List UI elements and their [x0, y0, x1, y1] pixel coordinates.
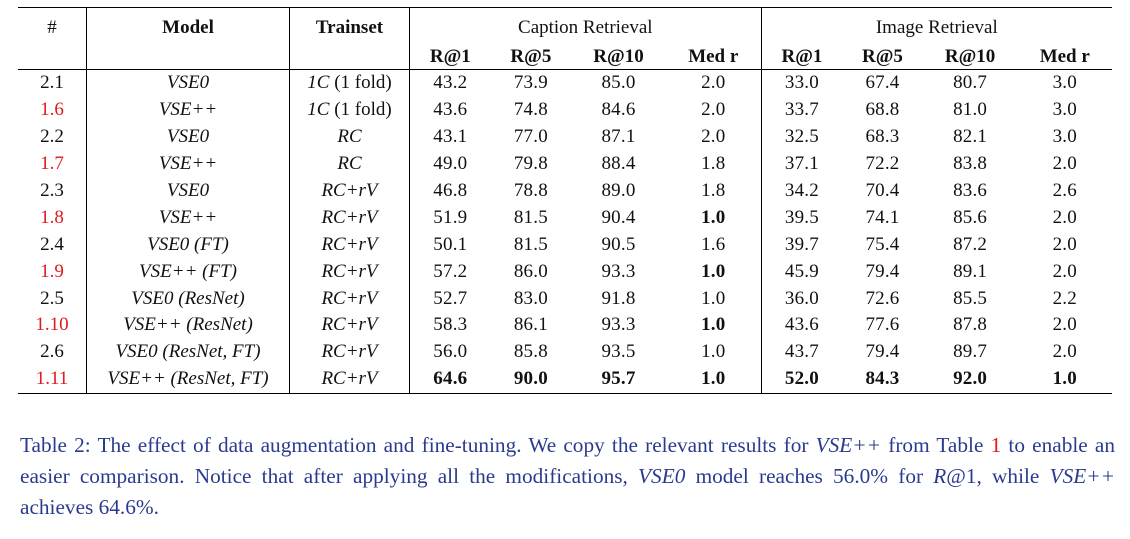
cell-cap-r1: 57.2 [433, 260, 468, 282]
cell-cap-r10: 93.5 [601, 341, 636, 363]
cell-img-r5: 84.3 [865, 368, 900, 390]
trainset-name: RC+rV [321, 260, 378, 282]
table-row [18, 285, 1112, 312]
trainset-suffix: (1 fold) [329, 99, 392, 121]
caption-text-3: to enable an easier comparison. Notice that after applying all the modifications, [20, 433, 1115, 488]
row-trainset [290, 285, 410, 312]
row-id: 1.9 [18, 258, 87, 285]
cell-img-r10: 87.8 [953, 314, 988, 336]
row-model: VSE0 [87, 70, 290, 97]
caption-metric-suffix: @1, while [946, 464, 1050, 488]
cell-img-r1: 39.5 [784, 206, 819, 228]
cell-img-medr: 2.0 [1052, 153, 1077, 175]
results-table [18, 7, 1112, 394]
trainset-suffix: (1 fold) [329, 72, 392, 94]
cell-cap-r1: 43.6 [433, 99, 468, 121]
cell-img-r1: 37.1 [784, 153, 819, 175]
trainset-name: RC+rV [321, 368, 378, 390]
cell-cap-r1: 52.7 [433, 287, 468, 309]
cell-cap-r5: 81.5 [513, 233, 548, 255]
trainset-name: RC+rV [321, 206, 378, 228]
row-trainset [290, 366, 410, 393]
cell-img-r1: 34.2 [784, 180, 819, 201]
caption-text-5: achieves 64.6%. [20, 495, 159, 519]
caption-model-1: VSE++ [815, 433, 882, 457]
row-id: 2.3 [18, 178, 87, 205]
caption-model-2: VSE0 [638, 464, 686, 488]
cell-cap-medr: 1.8 [666, 178, 761, 205]
caption-label: Table 2: [20, 433, 91, 457]
header-img-r10: R@10 [944, 45, 996, 67]
table-header-row-groups [18, 8, 1112, 44]
cell-cap-medr: 1.0 [666, 312, 761, 339]
cell-img-r10: 92.0 [953, 368, 988, 390]
caption-text-2: from Table [881, 433, 991, 457]
cell-img-r10: 85.5 [953, 287, 988, 309]
caption-metric: R [933, 464, 947, 488]
header-image-retrieval: Image Retrieval [875, 16, 998, 38]
cell-img-r1: 33.7 [784, 99, 819, 121]
header-trainset: Trainset [290, 8, 410, 44]
row-trainset [290, 258, 410, 285]
cell-cap-medr: 1.0 [666, 204, 761, 231]
cell-img-r10: 85.6 [953, 206, 988, 228]
cell-img-medr: 2.0 [1052, 233, 1077, 255]
cell-cap-r5: 83.0 [513, 287, 548, 309]
header-img-medr: Med r [1039, 45, 1090, 67]
cell-img-r5: 74.1 [865, 206, 900, 228]
cell-img-r1: 45.9 [784, 260, 819, 282]
caption-table-ref-link[interactable]: 1 [990, 433, 1002, 457]
cell-img-r10: 82.1 [953, 126, 988, 148]
row-trainset [290, 124, 410, 151]
row-id: 1.10 [18, 312, 87, 339]
cell-img-r5: 67.4 [865, 72, 900, 94]
cell-cap-r10: 90.4 [601, 206, 636, 228]
cell-img-r1: 43.7 [784, 341, 819, 363]
cell-img-r5: 77.6 [865, 314, 900, 336]
header-caption-retrieval: Caption Retrieval [410, 8, 762, 44]
cell-cap-r5: 74.8 [513, 99, 548, 121]
header-cap-r10: R@10 [593, 45, 644, 67]
row-model: VSE0 (FT) [87, 231, 290, 258]
cell-cap-medr: 1.0 [666, 339, 761, 366]
table-row [18, 178, 1112, 205]
cell-cap-r1: 46.8 [433, 180, 468, 201]
header-index-empty [18, 43, 87, 70]
table-row [18, 339, 1112, 366]
row-trainset [290, 231, 410, 258]
cell-img-medr: 3.0 [1052, 72, 1077, 94]
row-trainset [290, 151, 410, 178]
row-id: 2.6 [18, 339, 87, 366]
cell-cap-medr: 1.0 [666, 285, 761, 312]
table-row [18, 312, 1112, 339]
cell-img-r10: 89.7 [953, 341, 988, 363]
table-header-row-metrics [18, 43, 1112, 70]
cell-cap-r10: 89.0 [601, 180, 636, 201]
row-id: 2.4 [18, 231, 87, 258]
header-img-r5: R@5 [862, 45, 903, 67]
row-model: VSE++ (FT) [87, 258, 290, 285]
trainset-name: RC+rV [321, 341, 378, 363]
cell-img-medr: 3.0 [1052, 99, 1077, 121]
cell-img-r5: 70.4 [865, 180, 900, 201]
table-row [18, 366, 1112, 393]
cell-cap-r10: 93.3 [601, 314, 636, 336]
trainset-name: RC+rV [321, 287, 378, 309]
cell-img-r5: 75.4 [865, 233, 900, 255]
cell-img-r1: 39.7 [784, 233, 819, 255]
row-model: VSE0 (ResNet) [87, 285, 290, 312]
cell-cap-r1: 64.6 [433, 368, 468, 390]
cell-cap-medr: 1.0 [666, 366, 761, 393]
cell-img-r1: 36.0 [784, 287, 819, 309]
cell-cap-r5: 77.0 [513, 126, 548, 148]
row-id: 1.7 [18, 151, 87, 178]
cell-img-r1: 43.6 [784, 314, 819, 336]
cell-img-medr: 3.0 [1052, 126, 1077, 148]
cell-cap-r10: 90.5 [601, 233, 636, 255]
table-row [18, 97, 1112, 124]
table-row [18, 231, 1112, 258]
cell-img-medr: 1.0 [1052, 368, 1077, 390]
cell-img-r1: 32.5 [784, 126, 819, 148]
trainset-name: RC+rV [321, 314, 378, 336]
trainset-name: RC+rV [321, 233, 378, 255]
cell-img-r10: 81.0 [953, 99, 988, 121]
header-model-empty [87, 43, 290, 70]
cell-img-r5: 68.3 [865, 126, 900, 148]
cell-cap-r10: 95.7 [601, 368, 636, 390]
cell-cap-r5: 86.1 [513, 314, 548, 336]
cell-cap-r10: 84.6 [601, 99, 636, 121]
cell-img-r10: 80.7 [953, 72, 988, 94]
header-cap-r1: R@1 [429, 45, 471, 67]
caption-text-4: model reaches 56.0% for [685, 464, 934, 488]
cell-cap-medr: 2.0 [666, 70, 761, 97]
header-cap-medr: Med r [666, 43, 761, 70]
cell-cap-r1: 43.1 [433, 126, 468, 148]
cell-img-r1: 52.0 [784, 368, 819, 390]
cell-cap-r5: 73.9 [513, 72, 548, 94]
row-model: VSE++ (ResNet, FT) [87, 366, 290, 393]
row-trainset [290, 339, 410, 366]
row-model: VSE++ [87, 97, 290, 124]
cell-cap-r10: 88.4 [601, 153, 636, 175]
row-trainset [290, 97, 410, 124]
cell-img-r5: 79.4 [865, 341, 900, 363]
header-trainset-empty [290, 43, 410, 70]
row-id: 2.2 [18, 124, 87, 151]
cell-cap-medr: 1.0 [666, 258, 761, 285]
cell-cap-r1: 51.9 [433, 206, 468, 228]
caption-text-1: The effect of data augmentation and fine-tuning. We copy the relevant results for [90, 433, 816, 457]
cell-img-r10: 83.6 [953, 180, 988, 201]
cell-cap-medr: 2.0 [666, 124, 761, 151]
row-id: 1.11 [18, 366, 87, 393]
row-model: VSE0 (ResNet, FT) [87, 339, 290, 366]
cell-cap-r1: 50.1 [433, 233, 468, 255]
row-id: 2.5 [18, 285, 87, 312]
cell-img-r10: 89.1 [953, 260, 988, 282]
cell-cap-r5: 81.5 [513, 206, 548, 228]
table-caption [20, 430, 1115, 523]
row-id: 1.8 [18, 204, 87, 231]
row-model: VSE0 [87, 124, 290, 151]
cell-img-r5: 72.2 [865, 153, 900, 175]
cell-cap-medr: 1.8 [666, 151, 761, 178]
header-cap-r5: R@5 [510, 45, 552, 67]
cell-img-medr: 2.0 [1052, 341, 1077, 363]
cell-cap-r5: 86.0 [513, 260, 548, 282]
row-model: VSE0 [87, 178, 290, 205]
row-model: VSE++ [87, 151, 290, 178]
header-index: # [18, 8, 87, 44]
cell-cap-r1: 49.0 [433, 153, 468, 175]
cell-cap-r5: 85.8 [513, 341, 548, 363]
cell-img-r10: 87.2 [953, 233, 988, 255]
header-img-r1: R@1 [781, 45, 823, 67]
cell-cap-r1: 58.3 [433, 314, 468, 336]
cell-img-r5: 79.4 [865, 260, 900, 282]
row-id: 2.1 [18, 70, 87, 97]
table-row [18, 124, 1112, 151]
trainset-name: 1C [307, 99, 330, 121]
cell-img-r10: 83.8 [953, 153, 988, 175]
table-row [18, 70, 1112, 97]
cell-img-r5: 72.6 [865, 287, 900, 309]
row-trainset [290, 178, 410, 205]
cell-cap-r5: 90.0 [513, 368, 548, 390]
row-trainset [290, 204, 410, 231]
row-trainset [290, 312, 410, 339]
cell-img-r1: 33.0 [784, 72, 819, 94]
cell-cap-r5: 78.8 [513, 180, 548, 201]
cell-img-medr: 2.0 [1052, 314, 1077, 336]
table-row [18, 151, 1112, 178]
cell-cap-r5: 79.8 [513, 153, 548, 175]
table-row [18, 258, 1112, 285]
row-id: 1.6 [18, 97, 87, 124]
trainset-name: RC+rV [321, 180, 378, 201]
cell-cap-medr: 1.6 [666, 231, 761, 258]
cell-cap-r10: 85.0 [601, 72, 636, 94]
cell-img-medr: 2.0 [1052, 206, 1077, 228]
cell-cap-r1: 43.2 [433, 72, 468, 94]
header-model: Model [87, 8, 290, 44]
cell-img-medr: 2.0 [1052, 260, 1077, 282]
trainset-name: RC [337, 153, 362, 175]
trainset-name: RC [337, 126, 362, 148]
row-model: VSE++ [87, 204, 290, 231]
cell-cap-r10: 87.1 [601, 126, 636, 148]
cell-cap-r10: 91.8 [601, 287, 636, 309]
row-trainset [290, 70, 410, 97]
cell-img-medr: 2.6 [1052, 180, 1077, 201]
table-row [18, 204, 1112, 231]
table-body [18, 70, 1112, 394]
trainset-name: 1C [307, 72, 330, 94]
cell-img-r5: 68.8 [865, 99, 900, 121]
cell-img-medr: 2.2 [1052, 287, 1077, 309]
cell-cap-medr: 2.0 [666, 97, 761, 124]
cell-cap-r1: 56.0 [433, 341, 468, 363]
caption-model-3: VSE++ [1049, 464, 1115, 488]
row-model: VSE++ (ResNet) [87, 312, 290, 339]
cell-cap-r10: 93.3 [601, 260, 636, 282]
